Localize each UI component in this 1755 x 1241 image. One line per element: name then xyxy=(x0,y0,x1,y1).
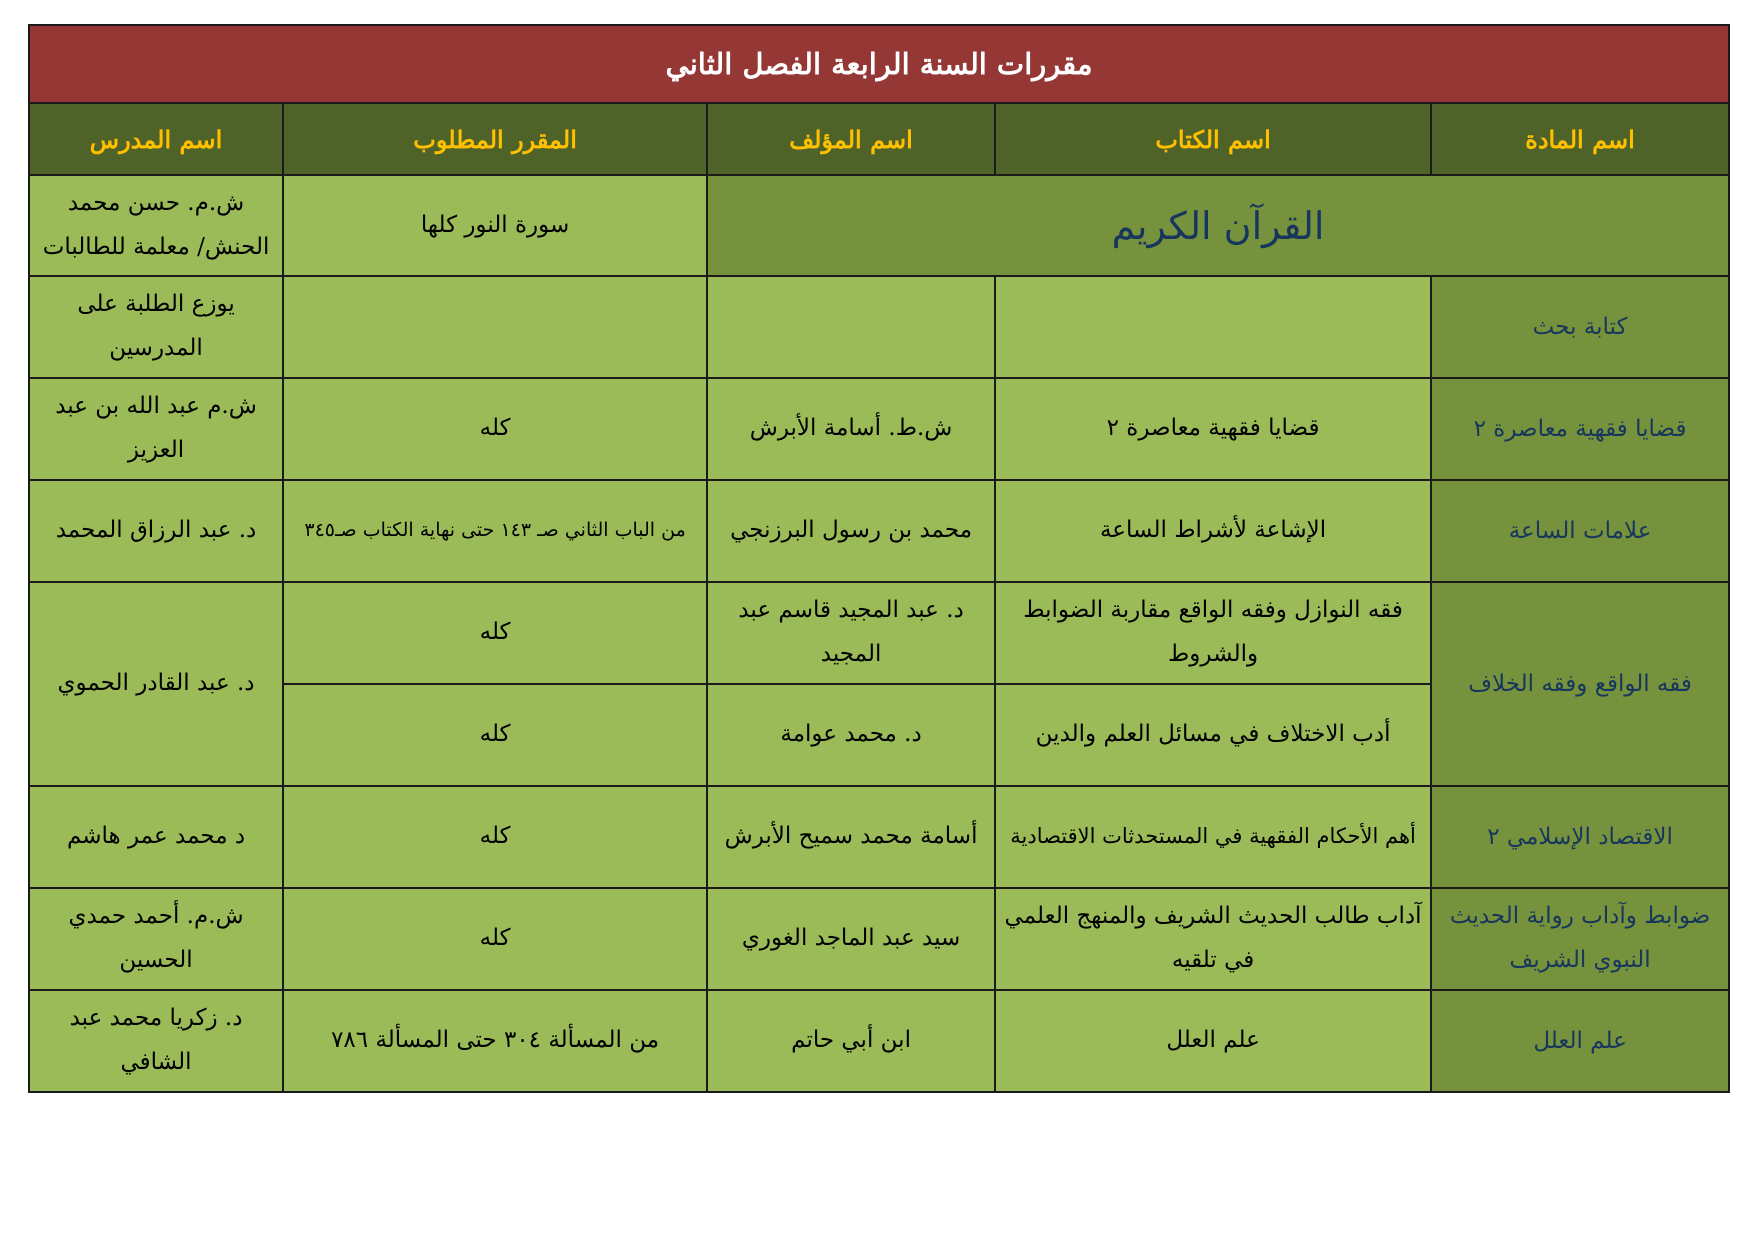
header-required: المقرر المطلوب xyxy=(283,103,707,175)
header-subject: اسم المادة xyxy=(1431,103,1729,175)
signs-subject: علامات الساعة xyxy=(1431,480,1729,582)
reality-author-1: د. عبد المجيد قاسم عبد المجيد xyxy=(707,582,995,684)
research-subject: كتابة بحث xyxy=(1431,276,1729,378)
quran-teacher: ش.م. حسن محمد الحنش/ معلمة للطالبات xyxy=(29,175,283,276)
reality-book-2: أدب الاختلاف في مسائل العلم والدين xyxy=(995,684,1431,786)
hadith-required: كله xyxy=(283,888,707,990)
economy-required: كله xyxy=(283,786,707,888)
fiqh-issues-subject: قضايا فقهية معاصرة ٢ xyxy=(1431,378,1729,480)
hadith-book: آداب طالب الحديث الشريف والمنهج العلمي في تلقيه xyxy=(995,888,1431,990)
table-row xyxy=(29,175,1729,276)
header-author: اسم المؤلف xyxy=(707,103,995,175)
reality-required-2: كله xyxy=(283,684,707,786)
economy-subject: الاقتصاد الإسلامي ٢ xyxy=(1431,786,1729,888)
ilal-subject: علم العلل xyxy=(1431,990,1729,1092)
table-title: مقررات السنة الرابعة الفصل الثاني xyxy=(29,25,1729,103)
hadith-author: سيد عبد الماجد الغوري xyxy=(707,888,995,990)
reality-subject: فقه الواقع وفقه الخلاف xyxy=(1431,582,1729,786)
header-book: اسم الكتاب xyxy=(995,103,1431,175)
research-book xyxy=(995,276,1431,378)
reality-book-1: فقه النوازل وفقه الواقع مقاربة الضوابط والشروط xyxy=(995,582,1431,684)
fiqh-issues-author: ش.ط. أسامة الأبرش xyxy=(707,378,995,480)
reality-required-1: كله xyxy=(283,582,707,684)
research-author xyxy=(707,276,995,378)
quran-required: سورة النور كلها xyxy=(283,175,707,276)
fiqh-issues-book: قضايا فقهية معاصرة ٢ xyxy=(995,378,1431,480)
reality-author-2: د. محمد عوامة xyxy=(707,684,995,786)
header-teacher: اسم المدرس xyxy=(29,103,283,175)
ilal-teacher: د. زكريا محمد عبد الشافي xyxy=(29,990,283,1092)
ilal-author: ابن أبي حاتم xyxy=(707,990,995,1092)
signs-teacher: د. عبد الرزاق المحمد xyxy=(29,480,283,582)
economy-teacher: د محمد عمر هاشم xyxy=(29,786,283,888)
fiqh-issues-teacher: ش.م عبد الله بن عبد العزيز xyxy=(29,378,283,480)
table-row xyxy=(29,480,1729,582)
table-row xyxy=(29,888,1729,990)
research-required xyxy=(283,276,707,378)
hadith-teacher: ش.م. أحمد حمدي الحسين xyxy=(29,888,283,990)
title-row xyxy=(29,25,1729,103)
courses-table xyxy=(28,24,1730,1093)
fiqh-issues-required: كله xyxy=(283,378,707,480)
hadith-subject: ضوابط وآداب رواية الحديث النبوي الشريف xyxy=(1431,888,1729,990)
research-teacher: يوزع الطلبة على المدرسين xyxy=(29,276,283,378)
reality-teacher: د. عبد القادر الحموي xyxy=(29,582,283,786)
header-row xyxy=(29,103,1729,175)
ilal-book: علم العلل xyxy=(995,990,1431,1092)
signs-book: الإشاعة لأشراط الساعة xyxy=(995,480,1431,582)
table-row xyxy=(29,582,1729,684)
signs-required: من الباب الثاني صـ ١٤٣ حتى نهاية الكتاب صـ٣٤٥ xyxy=(283,480,707,582)
economy-book: أهم الأحكام الفقهية في المستحدثات الاقتصادية xyxy=(995,786,1431,888)
table-row xyxy=(29,990,1729,1092)
quran-subject: القرآن الكريم xyxy=(707,175,1729,276)
ilal-required: من المسألة ٣٠٤ حتى المسألة ٧٨٦ xyxy=(283,990,707,1092)
economy-author: أسامة محمد سميح الأبرش xyxy=(707,786,995,888)
table-row xyxy=(29,276,1729,378)
schedule-sheet xyxy=(28,24,1728,1093)
table-row xyxy=(29,378,1729,480)
signs-author: محمد بن رسول البرزنجي xyxy=(707,480,995,582)
table-row xyxy=(29,786,1729,888)
